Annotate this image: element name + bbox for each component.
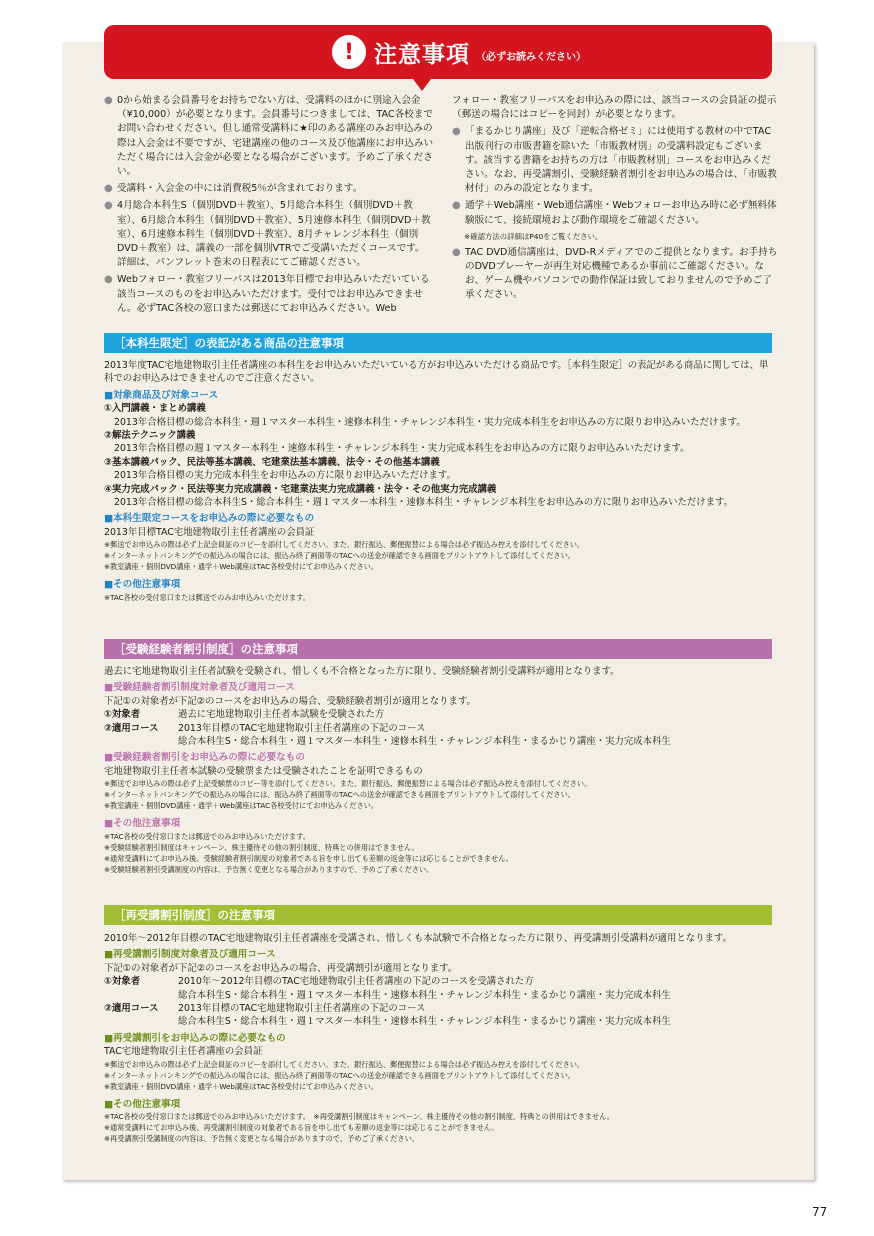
notice-item: ● Webフォロー・教室フリーパスは2013年目標でお申込みいただいている該当コースのものをお申込みいただけます。受付ではお申込みできません。必ずTAC各校の窓口または郵送にてお申込みください。Web — [104, 274, 430, 314]
row-label: ②適用コース — [104, 722, 159, 734]
course-item-name: ①入門講義・まとめ講義 — [104, 403, 206, 415]
note-line: ※受験経験者割引受講制度の内容は、予告無く変更となる場合がありますので、予めご了承ください。 — [104, 864, 434, 874]
note-line: ※郵送でお申込みの際は必ず上記受験票のコピー等を添付してください。また、銀行振込、郵便振替による場合は必ず振込み控えを添付してください。 — [104, 779, 592, 789]
course-item-name: ③基本講義パック、民法等基本講義、宅建業法基本講義、法令・その他基本講義 — [104, 456, 440, 468]
section-header-keikensha: ［受験経験者割引制度］の注意事項 — [104, 639, 772, 659]
notice-item: ● 通学＋Web講座・Web通信講座・Webフォローお申込み時に必ず無料体験版にて、接続環境および動作環境をご確認ください。 — [452, 200, 777, 226]
section-intro: 2010年～2012年目標のTAC宅地建物取引主任者講座を受講され、惜しくも本試験で不合格となった方に限り、再受講割引受講料が適用となります。 — [104, 933, 732, 944]
subsection-heading: ■受験経験者割引をお申込みの際に必要なもの — [104, 752, 305, 764]
note-line: ※インターネットバンキングでの振込みの場合には、振込み終了画面等のTACへの送金が確認できる画面をプリントアウトして添付してください。 — [104, 551, 575, 561]
notices-left-column — [104, 94, 434, 319]
note-line: ※受験経験者割引制度はキャンペーン、株主優待その他の割引制度、特典との併用はできません。 — [104, 842, 419, 852]
section-header-honkasei: ［本科生限定］の表記がある商品の注意事項 — [104, 333, 772, 353]
notice-item: ● 「まるかじり講座」及び「逆転合格ゼミ」には使用する教材の中でTAC出版刊行の市販書籍を除いた「市販教材別」の受講料設定もございます。該当する書籍をお持ちの方は「市販教材別」コースをお申込みください。なお、再受講割引、受験経験者割引をお申込みの場合は、「市販教材付」のみの設定となります。 — [452, 126, 777, 195]
notices-right-column — [452, 94, 778, 306]
section-header-saijukou: ［再受講割引制度］の注意事項 — [104, 905, 772, 925]
target-row — [104, 708, 772, 721]
row-line: 過去に宅地建物取引主任者本試験を受験された方 — [178, 709, 385, 721]
note-line: ※郵送でお申込みの際は必ず上記会員証のコピーを添付してください。また、銀行振込、郵便振替による場合は必ず振込み控えを添付してください。 — [104, 1059, 585, 1069]
subsection-heading: ■受験経験者割引制度対象者及び適用コース — [104, 682, 295, 694]
course-item-desc: 2013年合格目標の総合本科生S・総合本科生・週１マスター本科生・速修本科生・チャレンジ本科生をお申込みの方に限りお申込みいただけます。 — [114, 497, 733, 509]
section-intro: 過去に宅地建物取引主任者試験を受験され、惜しくも不合格となった方に限り、受験経験者割引受講料が適用となります。 — [104, 666, 620, 677]
notice-continuation: フォロー・教室フリーパスをお申込みの際には、該当コースの会員証の提示（郵送の場合にはコピーを同封）が必要となります。 — [452, 95, 777, 121]
note-line: ※再受講割引受講制度の内容は、予告無く変更となる場合がありますので、予めご了承ください。 — [104, 1134, 419, 1144]
subsection-heading: ■本科生限定コースをお申込みの際に必要なもの — [104, 513, 315, 525]
row-line: 総合本科生S・総合本科生・週１マスター本科生・速修本科生・チャレンジ本科生・まるかじり講座・実力完成本科生 — [178, 989, 671, 1001]
notice-note: ※確認方法の詳細はP40をご覧ください。 — [464, 231, 603, 241]
note-line: ※TAC各校の受付窓口または郵送でのみお申込みいただけます。 — [104, 592, 310, 602]
banner-pointer — [410, 75, 434, 91]
target-row — [104, 1002, 772, 1029]
note-line: ※TAC各校の受付窓口または郵送でのみお申込みいただけます。 ※再受講割引制度はキャンペーン、株主優待その他の割引制度、特典との併用はできません。 — [104, 1112, 614, 1122]
course-item-name: ④実力完成パック・民法等実力完成講義・宅建業法実力完成講義・法令・その他実力完成講義 — [104, 483, 497, 495]
exclamation-icon: ! — [332, 35, 366, 69]
subsection-heading: ■対象商品及び対象コース — [104, 389, 219, 401]
note-line: ※インターネットバンキングでの振込みの場合には、振込み終了画面等のTACへの送金が確認できる画面をプリントアウトして添付してください。 — [104, 1070, 575, 1080]
section-body-honkasei — [104, 359, 772, 603]
section-body-saijukou — [104, 932, 772, 1144]
row-line: 2013年目標のTAC宅地建物取引主任者講座の下記のコース — [178, 722, 426, 734]
page-number: 77 — [812, 1205, 828, 1219]
row-line: 総合本科生S・総合本科生・週１マスター本科生・速修本科生・チャレンジ本科生・まるかじり講座・実力完成本科生 — [178, 1016, 671, 1028]
subsection-heading: ■その他注意事項 — [104, 818, 181, 830]
row-label: ①対象者 — [104, 976, 141, 988]
course-item-desc: 2013年合格目標の週１マスター本科生・速修本科生・チャレンジ本科生・実力完成本科生をお申込みの方に限りお申込みいただけます。 — [114, 443, 690, 455]
subsection-heading: ■再受講割引をお申込みの際に必要なもの — [104, 1032, 286, 1044]
banner-subtitle: （必ずお読みください） — [476, 51, 586, 63]
note-line: ※インターネットバンキングでの振込みの場合には、振込み終了画面等のTACへの送金が確認できる画面をプリントアウトして添付してください。 — [104, 790, 575, 800]
row-line: 2010年～2012年目標のTAC宅地建物取引主任者講座の下記のコースを受講された方 — [178, 976, 534, 988]
subsection-heading: ■その他注意事項 — [104, 1098, 181, 1110]
bullet-icon: ● — [104, 200, 113, 212]
target-row — [104, 975, 772, 1002]
note-line: ※郵送でお申込みの際は必ず上記会員証のコピーを添付してください。また、銀行振込、郵便振替による場合は必ず振込み控えを添付してください。 — [104, 540, 585, 550]
bullet-icon: ● — [452, 246, 461, 258]
row-label: ①対象者 — [104, 709, 141, 721]
note-line: ※教室講座・個別DVD講座・通学＋Web講座はTAC各校受付にてお申込みください。 — [104, 801, 379, 811]
target-row — [104, 722, 772, 749]
row-line: 総合本科生S・総合本科生・週１マスター本科生・速修本科生・チャレンジ本科生・まるかじり講座・実力完成本科生 — [178, 736, 671, 748]
target-lead: 下記①の対象者が下記②のコースをお申込みの場合、再受講割引が適用となります。 — [104, 962, 458, 974]
notice-item: ● 受講料・入会金の中には消費税5％が含まれております。 — [104, 182, 434, 196]
subsection-heading: ■その他注意事項 — [104, 579, 181, 591]
bullet-icon: ● — [104, 183, 113, 195]
note-line: ※教室講座・個別DVD講座・通学＋Web講座はTAC各校受付にてお申込みください。 — [104, 1081, 379, 1091]
subsection-heading: ■再受講割引制度対象者及び適用コース — [104, 949, 276, 961]
bullet-icon: ● — [452, 200, 461, 212]
required-item: TAC宅地建物取引主任者講座の会員証 — [104, 1046, 263, 1058]
target-lead: 下記①の対象者が下記②のコースをお申込みの場合、受験経験者割引が適用となります。 — [104, 695, 476, 707]
section-body-keikensha — [104, 665, 772, 875]
row-line: 2013年目標のTAC宅地建物取引主任者講座の下記のコース — [178, 1003, 426, 1015]
banner-title: 注意事項 — [374, 41, 470, 68]
required-item: 2013年目標TAC宅地建物取引主任者講座の会員証 — [104, 526, 315, 538]
notice-item: ● 0から始まる会員番号をお持ちでない方は、受講料のほかに別途入会金（¥10,000）が必要となります。会員番号につきましては、TAC各校までお問い合わせください。但し通常受講料に★印のある講座のみお申込みの際は入会金は不要ですが、宅建講座の他のコース及び他講座にお申込みいただく場合には入会金が必要となる場合がございます。予めご了承ください。 — [104, 95, 434, 178]
course-item-desc: 2013年合格目標の実力完成本科生をお申込みの方に限りお申込みいただけます。 — [114, 470, 456, 482]
bullet-icon: ● — [104, 274, 113, 286]
course-item-name: ②解法テクニック講義 — [104, 430, 196, 442]
notice-item: ● 4月総合本科生S（個別DVD＋教室）、5月総合本科生（個別DVD＋教室）、6月総合本科生（個別DVD＋教室）、5月速修本科生（個別DVD＋教室）、6月速修本科生（個別DVD＋教室）、8月チャレンジ本科生（個別DVD＋教室）は、講義の一部を個別VTRでご受講いただくコースです。詳細は、パンフレット巻末の日程表にてご確認ください。 — [104, 200, 431, 269]
section-intro: 2013年度TAC宅地建物取引主任者講座の本科生をお申込みいただいている方がお申込みいただける商品です。［本科生限定］の表記がある商品に関しては、単科でのお申込みはできませんのでご注意ください。 — [104, 360, 769, 385]
note-line: ※通常受講料にてお申込み後、受験経験者割引制度の対象者である旨を申し出ても差額の返金等には応じることができません。 — [104, 853, 513, 863]
bullet-icon: ● — [104, 95, 113, 106]
bullet-icon: ● — [452, 126, 461, 138]
row-label: ②適用コース — [104, 1003, 159, 1015]
notice-banner — [104, 25, 772, 79]
notice-item: ● TAC DVD通信講座は、DVD-Rメディアでのご提供となります。お手持ちのDVDプレーヤーが再生対応機種であるか事前にご確認ください。なお、ゲーム機やパソコンでの動作保証は致しておりませんので予めご了承ください。 — [452, 246, 778, 301]
note-line: ※教室講座・個別DVD講座・通学＋Web講座はTAC各校受付にてお申込みください。 — [104, 562, 379, 572]
required-item: 宅地建物取引主任者本試験の受験票または受験されたことを証明できるもの — [104, 765, 423, 777]
note-line: ※TAC各校の受付窓口または郵送でのみお申込みいただけます。 — [104, 831, 310, 841]
note-line: ※通常受講料にてお申込み後、再受講割引制度の対象者である旨を申し出ても差額の返金等には応じることができません。 — [104, 1123, 499, 1133]
course-item-desc: 2013年合格目標の総合本科生・週１マスター本科生・速修本科生・チャレンジ本科生・実力完成本科生をお申込みの方に限りお申込みいただけます。 — [114, 416, 746, 428]
